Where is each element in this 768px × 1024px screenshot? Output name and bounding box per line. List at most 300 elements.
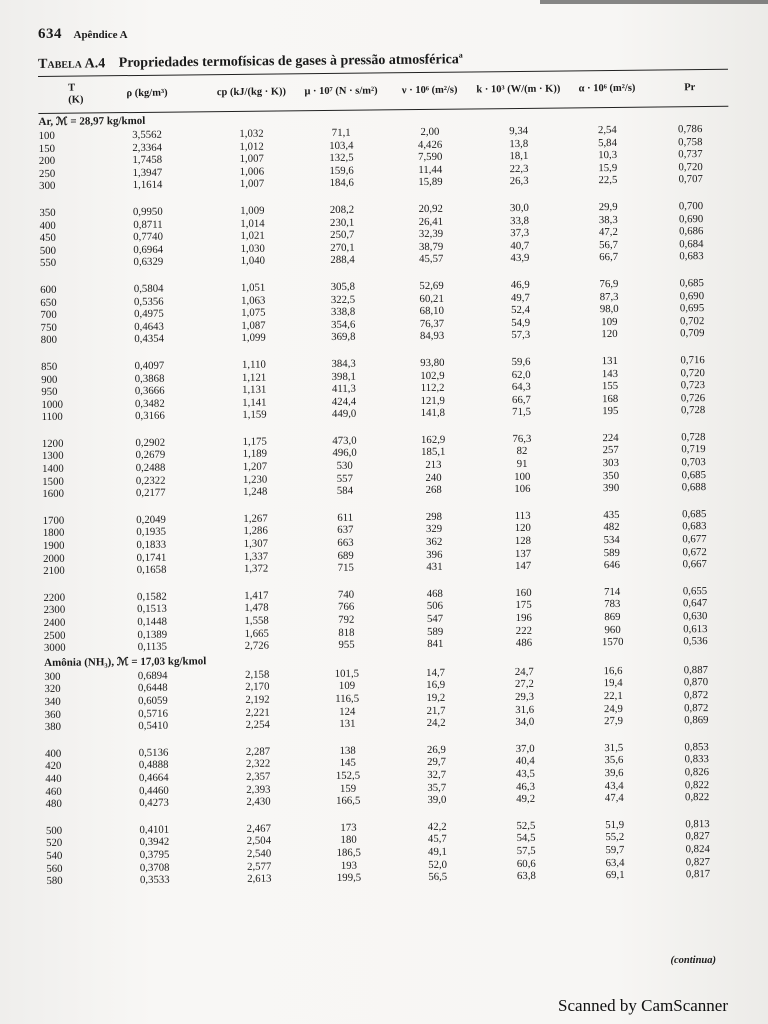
table-cell: 450 [39, 231, 56, 245]
table-cell: 1,189 [242, 448, 268, 461]
table-cell: 0,833 [684, 753, 709, 766]
table-cell: 93,80 [420, 356, 445, 369]
table-cell: 0,813 [685, 817, 710, 830]
table-cell: 240 [425, 471, 442, 484]
table-cell: 195 [602, 405, 619, 418]
table-cell: 2000 [42, 552, 65, 565]
table-cell: 37,0 [515, 742, 535, 755]
table-cell: 40,7 [510, 239, 530, 252]
table-cell: 2,287 [245, 745, 271, 758]
table-cell: 116,5 [335, 692, 360, 705]
table-cell: 2,430 [246, 795, 271, 808]
table-cell: 9,34 [509, 124, 529, 138]
table-cell: 0,786 [677, 123, 703, 136]
table-cell: 0,683 [679, 250, 704, 263]
table-cell: 0,4888 [138, 759, 169, 772]
table-cell: 1,248 [243, 485, 268, 499]
table-cell: 27,9 [604, 715, 624, 728]
table-cell: 2,357 [246, 770, 271, 783]
table-cell: 199,5 [336, 871, 362, 885]
table-cell: 15,89 [418, 176, 443, 189]
table-cell: 0,700 [678, 200, 704, 213]
table-cell: 1,121 [241, 371, 267, 384]
table-cell: 2,322 [245, 757, 271, 771]
table-cell: 547 [426, 612, 444, 625]
table-cell: 1,014 [240, 217, 265, 230]
table-cell: 13,8 [509, 137, 529, 150]
table-cell: 49,2 [516, 792, 536, 806]
table-cell: 0,8711 [133, 218, 163, 231]
table-cell: 1300 [41, 450, 64, 463]
table-cell: 2,158 [244, 668, 270, 681]
table-cell: 52,4 [511, 303, 531, 317]
table-cell: 55,2 [605, 831, 625, 844]
table-cell: 0,3868 [134, 372, 165, 385]
table-cell: 468 [426, 587, 443, 600]
table-cell: 109 [601, 315, 618, 328]
table-cell: 611 [337, 511, 354, 524]
table-cell: 40,4 [515, 755, 535, 768]
table-cell: 480 [45, 797, 62, 811]
table-cell: 0,5410 [138, 719, 169, 733]
table-cell: 91 [516, 457, 528, 471]
table-cell: 39,0 [427, 793, 447, 807]
table-cell: 143 [601, 367, 619, 380]
table-cell: 0,7740 [133, 230, 164, 244]
table-cell: 1100 [41, 411, 63, 424]
table-cell: 270,1 [330, 241, 355, 254]
table-cell: 131 [601, 354, 618, 368]
table-cell: 160 [515, 586, 532, 599]
continued-note: (continua) [670, 955, 716, 966]
table-cell: 715 [337, 561, 354, 575]
table-cell: 0,4354 [134, 333, 165, 346]
table-cell: 76,3 [512, 432, 532, 445]
scanner-watermark: Scanned by CamScanner [558, 996, 728, 1015]
table-cell: 0,707 [678, 173, 703, 186]
table-cell: 380 [44, 720, 62, 734]
table-cell: 338,8 [330, 305, 356, 319]
table-cell: 0,1513 [137, 603, 167, 616]
table-cell: 2400 [43, 616, 66, 629]
section-title: Ar, ℳ = 28,97 kg/kmol [38, 114, 146, 128]
table-cell: 1,021 [240, 229, 265, 243]
table-cell: 0,2488 [135, 461, 166, 475]
table-cell: 420 [45, 760, 62, 773]
table-cell: 0,685 [681, 507, 707, 521]
table-cell: 0,536 [683, 635, 708, 648]
table-cell: 52,0 [428, 858, 448, 871]
table-cell: 103,4 [329, 139, 354, 152]
table-cell: 300 [39, 180, 56, 193]
table-cell: 0,5716 [138, 707, 169, 720]
table-cell: 33,8 [510, 214, 530, 227]
table-cell: 1,207 [242, 460, 268, 473]
table-cell: 0,1135 [137, 640, 168, 654]
table-cell: 0,4460 [138, 784, 169, 797]
table-cell: 100 [514, 470, 531, 483]
table-cell: 0,703 [681, 456, 706, 469]
table-cell: 49,1 [427, 845, 447, 858]
table-cell: 2200 [43, 591, 66, 604]
table-cell: 38,3 [598, 213, 618, 226]
table-cell: 1,099 [241, 331, 266, 345]
table-cell: 411,3 [331, 382, 356, 396]
table-cell: 0,822 [684, 791, 710, 804]
table-cell: 350 [39, 206, 56, 219]
table-cell: 71,5 [512, 406, 532, 419]
table-cell: 1400 [42, 462, 64, 476]
table-cell: 0,826 [684, 765, 710, 779]
table-cell: 84,93 [419, 330, 445, 343]
running-head: Apêndice A [73, 29, 128, 41]
table-cell: 51,9 [605, 818, 625, 831]
table-cell: 714 [604, 585, 621, 598]
table-cell: 2,467 [246, 822, 272, 835]
table-cell: 159 [339, 782, 357, 795]
table-cell: 2500 [43, 629, 66, 642]
table-cell: 24,7 [514, 665, 534, 678]
table-cell: 22,3 [509, 162, 529, 175]
scan-edge-line [540, 0, 768, 4]
table-cell: 1,040 [240, 254, 266, 268]
table-cell: 580 [46, 874, 63, 888]
table-cell: 132,5 [329, 151, 354, 165]
table-cell: 166,5 [335, 794, 361, 808]
table-cell: 637 [337, 524, 354, 537]
table-cell: 250,7 [330, 228, 355, 242]
table-cell: 589 [426, 625, 444, 638]
table-cell: 1900 [42, 539, 65, 553]
table-cell: 700 [40, 308, 57, 322]
table-cell: 29,9 [598, 200, 618, 214]
table-cell: 0,6894 [137, 669, 168, 682]
table-cell: 57,5 [516, 844, 536, 857]
table-cell: 26,3 [509, 175, 529, 188]
table-cell: 0,728 [680, 404, 706, 417]
table-cell: 646 [603, 559, 621, 572]
table-cell: 2,00 [420, 125, 440, 138]
table-cell: 200 [38, 155, 56, 168]
table-cell: 22,1 [603, 689, 623, 703]
table-cell: 1600 [42, 488, 65, 501]
table-cell: 145 [339, 757, 356, 770]
table-cell: 49,7 [510, 291, 530, 304]
table-cell: 322,5 [330, 293, 356, 306]
table-cell: 1,3947 [132, 166, 163, 179]
table-cell: 43,9 [510, 252, 530, 265]
table-cell: 22,5 [598, 174, 618, 187]
table-cell: 2,170 [245, 680, 270, 694]
table-cell: 303 [602, 457, 620, 470]
table-cell: 0,728 [681, 430, 706, 444]
table-cell: 800 [40, 334, 58, 347]
table-cell: 0,630 [683, 610, 708, 623]
table-cell: 101,5 [334, 667, 360, 680]
table-cell: 1570 [601, 636, 624, 649]
table-cell: 2,577 [246, 860, 272, 873]
column-header: Pr [684, 82, 696, 94]
data-table [38, 69, 736, 888]
table-cell: 362 [426, 535, 443, 548]
table-cell: 173 [340, 821, 357, 834]
table-cell: 121,9 [420, 394, 445, 407]
table-cell: 1,131 [241, 383, 267, 396]
table-cell: 0,5356 [133, 295, 164, 308]
table-cell: 38,79 [418, 240, 444, 253]
column-header: ρ (kg/m³) [126, 87, 168, 100]
table-cell: 400 [45, 747, 62, 760]
table-cell: 66,7 [599, 251, 619, 264]
table-cell: 113 [514, 509, 531, 522]
table-cell: 19,2 [426, 691, 446, 704]
table-cell: 63,4 [605, 856, 625, 869]
table-cell: 584 [336, 484, 354, 498]
table-cell: 390 [602, 482, 620, 495]
table-cell: 550 [39, 257, 57, 270]
table-cell: 0,667 [682, 558, 707, 571]
table-cell: 257 [602, 444, 619, 457]
table-cell: 1,063 [241, 294, 266, 307]
table-cell: 560 [46, 862, 63, 875]
table-cell: 1800 [42, 527, 65, 540]
table-cell: 496,0 [332, 447, 357, 460]
table-cell: 0,1658 [136, 563, 167, 577]
table-cell: 0,4273 [139, 796, 169, 810]
table-cell: 102,9 [420, 369, 445, 382]
table-cell: 0,690 [679, 289, 705, 302]
table-cell: 2,54 [597, 123, 617, 137]
table-cell: 1,417 [244, 589, 269, 602]
table-cell: 45,7 [427, 833, 447, 846]
table-cell: 5,84 [597, 136, 618, 149]
table-cell: 340 [44, 695, 61, 708]
table-cell: 87,3 [599, 290, 619, 303]
table-cell: 0,613 [683, 622, 708, 635]
table-cell: 180 [340, 834, 357, 847]
table-cell: 60,21 [419, 292, 444, 305]
table-cell: 1,110 [241, 358, 266, 371]
table-cell: 473,0 [332, 434, 357, 447]
table-cell: 0,3795 [139, 848, 170, 861]
table-cell: 1,159 [242, 408, 267, 422]
table-cell: 1,051 [240, 281, 266, 294]
table-cell: 2100 [43, 564, 65, 578]
table-cell: 298 [425, 510, 443, 523]
table-cell: 396 [426, 548, 443, 561]
table-cell: 109 [338, 680, 356, 693]
table-cell: 0,683 [682, 520, 707, 533]
table-cell: 57,3 [511, 329, 531, 342]
table-cell: 250 [38, 167, 56, 180]
table-cell: 0,6448 [137, 682, 168, 695]
table-cell: 1,087 [241, 319, 266, 332]
table-cell: 0,726 [680, 391, 706, 404]
table-cell: 1,141 [242, 396, 267, 409]
table-cell: 1,007 [239, 178, 265, 191]
table-cell: 16,6 [603, 664, 623, 677]
table-cell: 56,7 [599, 238, 619, 251]
table-cell: 869 [604, 610, 621, 624]
table-cell: 506 [426, 600, 444, 613]
table-cell: 0,1389 [137, 628, 168, 641]
table-cell: 0,2902 [135, 436, 166, 449]
table-cell: 20,92 [418, 202, 443, 215]
table-cell: 52,69 [419, 279, 444, 292]
table-cell: 47,2 [598, 226, 618, 239]
table-cell: 0,1833 [136, 538, 167, 552]
table-cell: 0,6059 [138, 694, 168, 707]
table-cell: 162,9 [420, 433, 446, 446]
table-cell: 213 [425, 458, 442, 472]
table-cell: 0,2322 [135, 474, 166, 487]
table-cell: 21,7 [426, 704, 446, 717]
table-cell: 2,192 [245, 693, 270, 706]
table-cell: 0,822 [684, 778, 710, 791]
table-cell: 15,9 [598, 161, 618, 174]
table-cell: 14,7 [426, 666, 446, 679]
table-cell: 147 [515, 560, 532, 573]
table-cell: 35,6 [604, 754, 624, 767]
table-cell: 0,720 [680, 366, 705, 379]
table-cell: 900 [41, 373, 58, 386]
table-cell: 0,4643 [134, 320, 164, 333]
table-cell: 2300 [43, 604, 66, 617]
table-cell: 186,5 [336, 846, 361, 859]
table-cell: 69,1 [605, 868, 625, 882]
table-cell: 19,4 [603, 677, 623, 690]
table-cell: 0,677 [682, 533, 707, 546]
table-cell: 0,3482 [134, 397, 165, 410]
table-body [38, 107, 736, 888]
table-cell: 230,1 [329, 216, 355, 229]
column-header: α · 10⁶ (m²/s) [578, 82, 636, 95]
table-cell: 0,5136 [138, 746, 169, 759]
table-cell: 59,7 [605, 843, 625, 857]
table-cell: 650 [40, 296, 57, 309]
table-cell: 449,0 [331, 407, 357, 421]
table-cell: 64,3 [511, 380, 531, 394]
table-cell: 369,8 [331, 331, 356, 344]
table-cell: 112,2 [420, 381, 445, 395]
table-cell: 0,1582 [136, 590, 167, 603]
table-cell: 138 [339, 744, 356, 757]
table-cell: 0,817 [685, 868, 711, 881]
table-cell: 222 [515, 624, 533, 637]
table-cell: 1,006 [239, 165, 265, 178]
table-cell: 26,9 [426, 743, 446, 756]
table-cell: 1,286 [243, 525, 268, 538]
table-cell: 0,4975 [133, 307, 164, 321]
table-cell: 0,3533 [139, 873, 170, 887]
table-cell: 193 [340, 859, 358, 872]
table-cell: 68,10 [419, 304, 445, 318]
column-header: k · 10³ (W/(m · K)) [476, 83, 561, 96]
table-cell: 1,1614 [132, 179, 163, 192]
table-cell: 482 [603, 521, 620, 534]
table-cell: 300 [44, 670, 61, 683]
table-cell: 34,0 [515, 715, 535, 729]
table-cell: 0,690 [678, 212, 704, 225]
table-cell: 0,4664 [138, 771, 169, 784]
table-cell: 39,6 [604, 766, 624, 780]
table-cell: 29,3 [515, 690, 535, 704]
table-cell: 1,012 [239, 140, 264, 153]
table-cell: 0,695 [679, 302, 705, 315]
table-cell: 750 [40, 321, 57, 334]
table-cell: 0,1741 [136, 551, 167, 564]
table-cell: 0,6329 [133, 256, 164, 269]
table-cell: 0,9950 [132, 205, 163, 218]
table-cell: 0,2679 [135, 449, 166, 462]
table-cell: 360 [44, 708, 61, 721]
table-cell: 128 [514, 534, 532, 548]
table-cell: 224 [602, 431, 619, 444]
column-header: ν · 10⁶ (m²/s) [401, 84, 458, 97]
table-cell: 0,686 [679, 225, 704, 238]
table-cell: 0,685 [681, 468, 706, 481]
table-cell: 2,613 [247, 872, 272, 885]
table-cell: 0,853 [684, 740, 709, 754]
table-cell: 440 [45, 772, 62, 785]
table-cell: 16,9 [426, 679, 446, 692]
table-cell: 384,3 [331, 357, 356, 370]
table-cell: 1,267 [243, 512, 268, 525]
table-cell: 152,5 [335, 769, 361, 782]
table-cell: 557 [336, 472, 353, 485]
table-cell: 1,372 [243, 562, 269, 576]
table-cell: 141,8 [420, 407, 446, 420]
table-cell: 530 [336, 459, 353, 472]
table-cell: 29,7 [427, 756, 447, 769]
table-cell: 63,8 [516, 869, 536, 883]
table-cell: 137 [514, 547, 532, 560]
table-cell: 0,827 [685, 830, 710, 843]
table-cell: 37,3 [510, 227, 530, 240]
table-cell: 350 [602, 469, 620, 482]
table-cell: 0,3166 [135, 409, 165, 423]
table-cell: 1,7458 [132, 153, 163, 167]
table-cell: 0,872 [684, 701, 709, 714]
table-cell: 268 [425, 484, 442, 497]
table-cell: 35,7 [427, 781, 447, 794]
table-cell: 1,175 [242, 435, 267, 448]
table-cell: 66,7 [511, 393, 531, 406]
table-cell: 2,393 [246, 783, 271, 796]
table-cell: 10,3 [598, 149, 618, 162]
table-cell: 0,655 [682, 584, 708, 598]
table-cell: 3,5562 [132, 128, 162, 142]
table-cell: 0,824 [685, 842, 710, 856]
table-cell: 32,7 [427, 768, 447, 781]
table-cell: 0,2177 [135, 486, 166, 500]
table-cell: 208,2 [329, 203, 355, 216]
table-caption: Tabela A.4 Propriedades termofísicas de gases à pressão atmosférica$^a$ [38, 50, 463, 72]
column-header: cp (kJ/(kg · K)) [216, 86, 287, 99]
table-cell: 120 [514, 522, 531, 535]
table-cell: 1,665 [244, 627, 269, 640]
table-cell: 0,3708 [139, 861, 170, 874]
table-cell: 76,9 [599, 277, 619, 291]
table-cell: 4,426 [417, 138, 443, 151]
table-cell: 850 [40, 360, 58, 373]
table-cell: 2,504 [246, 834, 272, 848]
table-cell: 46,3 [515, 780, 536, 793]
section-title: Amônia (NH₃), ℳ = 17,03 kg/kmol [44, 655, 207, 669]
table-cell: 43,4 [604, 779, 624, 792]
table-cell: 3000 [43, 641, 66, 655]
table-cell: 1,032 [239, 127, 264, 140]
